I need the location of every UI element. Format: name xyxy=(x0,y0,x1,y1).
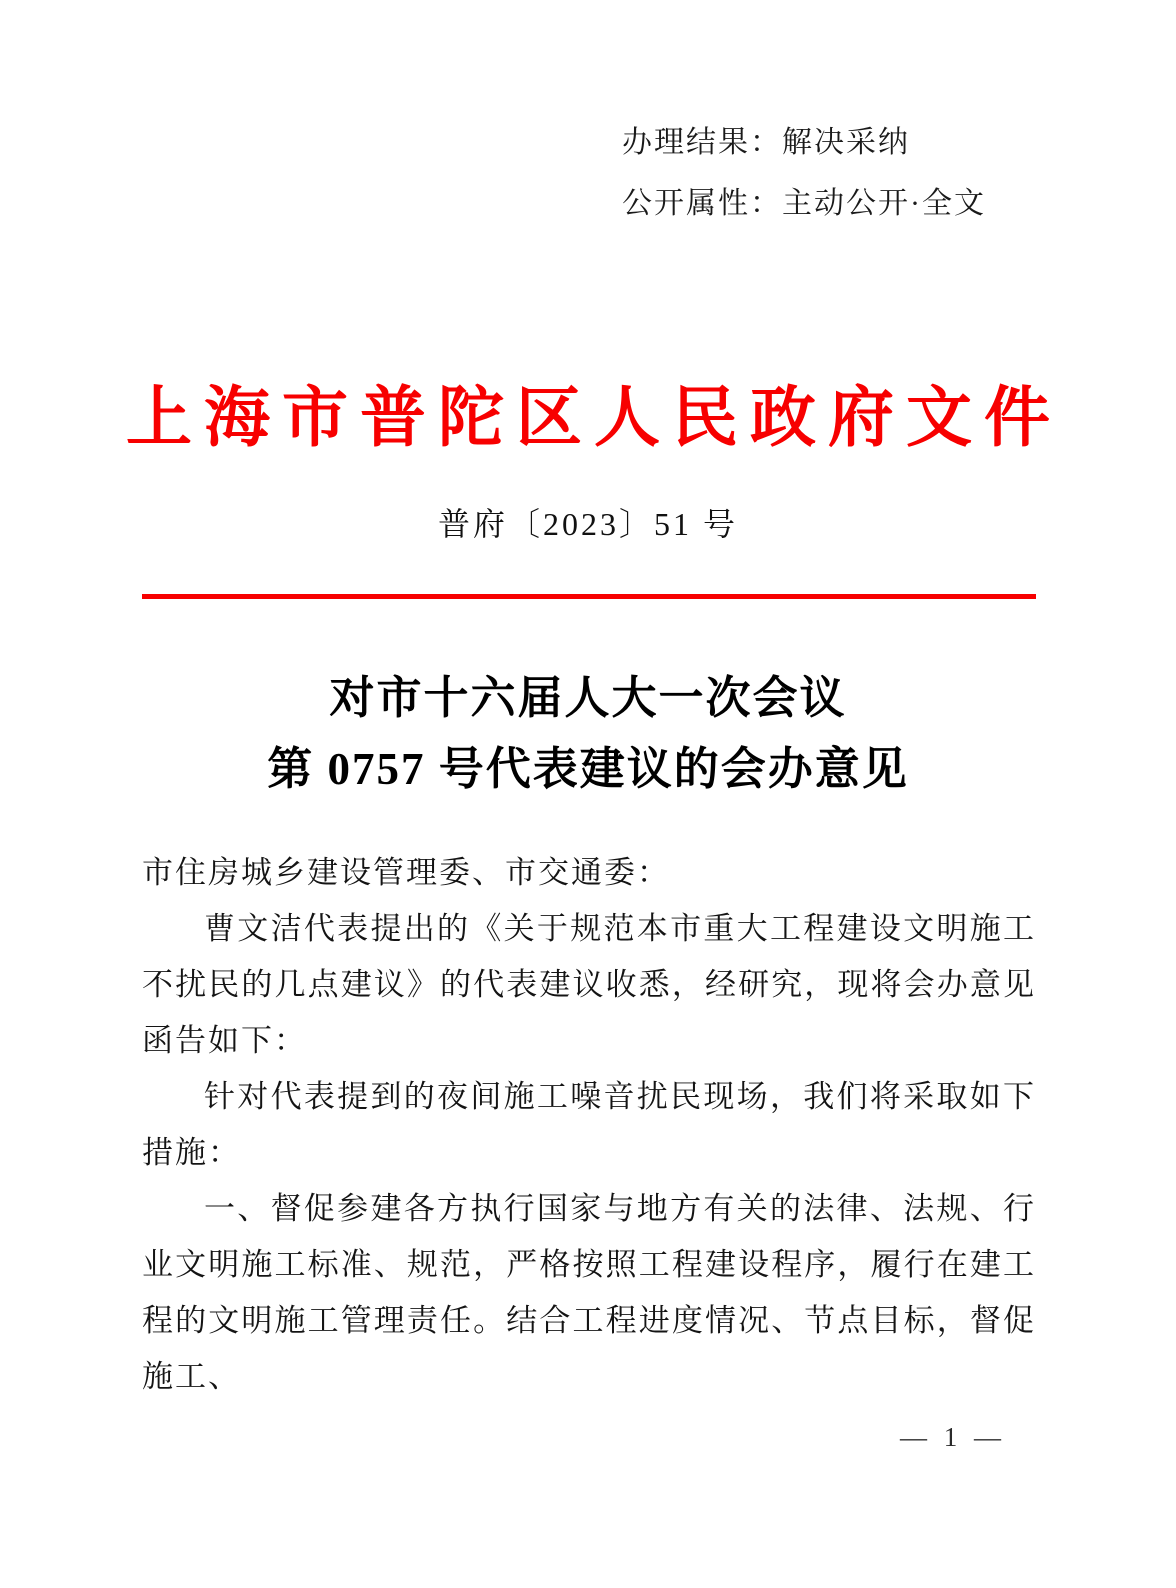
body-text xyxy=(142,845,1036,1405)
salutation: 市住房城乡建设管理委、市交通委： xyxy=(142,855,670,890)
doc-title-line2: 第 0757 号代表建议的会办意见 xyxy=(267,744,909,794)
doc-title-line1: 对市十六届人大一次会议 xyxy=(329,673,847,723)
body-paragraph: 曹文洁代表提出的《关于规范本市重大工程建设文明施工不扰民的几点建议》的代表建议收悉，经研究，现将会办意见函告如下： xyxy=(142,911,1036,1058)
body-paragraph: 针对代表提到的夜间施工噪音扰民现场，我们将采取如下措施： xyxy=(142,1079,1036,1170)
meta-line-publicity: 公开属性：主动公开·全文 xyxy=(622,187,986,220)
doc-title xyxy=(0,663,1176,805)
meta-block xyxy=(622,112,986,234)
body-paragraph: 一、督促参建各方执行国家与地方有关的法律、法规、行业文明施工标准、规范，严格按照工程建设程序，履行在建工程的文明施工管理责任。结合工程进度情况、节点目标，督促施工、 xyxy=(142,1191,1036,1394)
meta-line-result: 办理结果：解决采纳 xyxy=(622,126,910,159)
org-title: 上海市普陀区人民政府文件 xyxy=(126,382,1062,455)
doc-number: 普府〔2023〕51 号 xyxy=(437,506,738,542)
page-number: — 1 — xyxy=(900,1422,1006,1452)
red-divider-rule xyxy=(142,594,1036,599)
